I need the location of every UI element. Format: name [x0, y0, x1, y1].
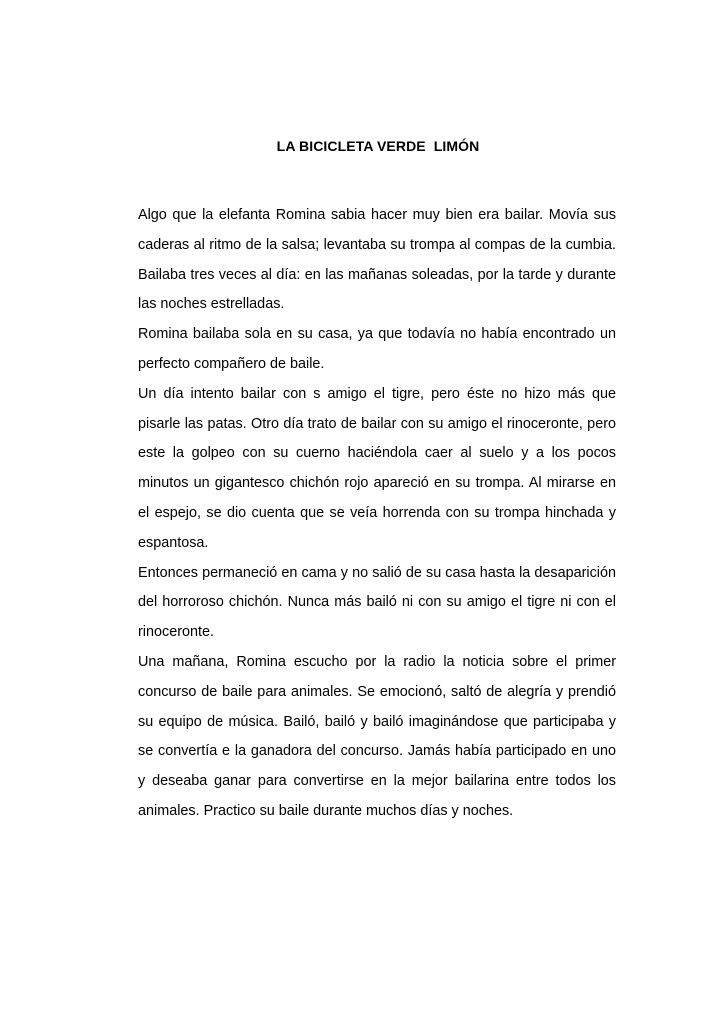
- paragraph-4: Entonces permaneció en cama y no salió de su casa hasta la desaparición del horroroso chichón. Nunca más bailó ni con su amigo el tigre ni con el rinoceronte.: [138, 564, 616, 641]
- paragraph-2: Romina bailaba sola en su casa, ya que todavía no había encontrado un perfecto compañero de baile.: [138, 326, 616, 372]
- document-body: [138, 201, 616, 827]
- document-title: LA BICICLETA VERDE LIMÓN: [276, 138, 480, 154]
- paragraph-3: Un día intento bailar con s amigo el tigre, pero éste no hizo más que pisarle las patas. Otro día trato de bailar con su amigo el rinoceronte, pero este la golpeo con su cuerno haciéndola caer al suelo y a los pocos minutos un gigantesco chichón rojo apareció en su trompa. Al mirarse en el espejo, se dio cuenta que se veía horrenda con su trompa hinchada y espantosa.: [138, 385, 616, 551]
- paragraph-5: Una mañana, Romina escucho por la radio la noticia sobre el primer concurso de baile para animales. Se emocionó, saltó de alegría y prendió su equipo de música. Bailó, bailó y bailó imaginándose que participaba y se convertía e la ganadora del concurso. Jamás había participado en uno y deseaba ganar para convertirse en la mejor bailarina entre todos los animales. Practico su baile durante muchos días y noches.: [138, 653, 616, 819]
- paragraph-1: Algo que la elefanta Romina sabia hacer muy bien era bailar. Movía sus caderas al ritmo de la salsa; levantaba su trompa al compas de la cumbia. Bailaba tres veces al día: en las mañanas soleadas, por la tarde y durante las noches estrelladas.: [138, 207, 616, 313]
